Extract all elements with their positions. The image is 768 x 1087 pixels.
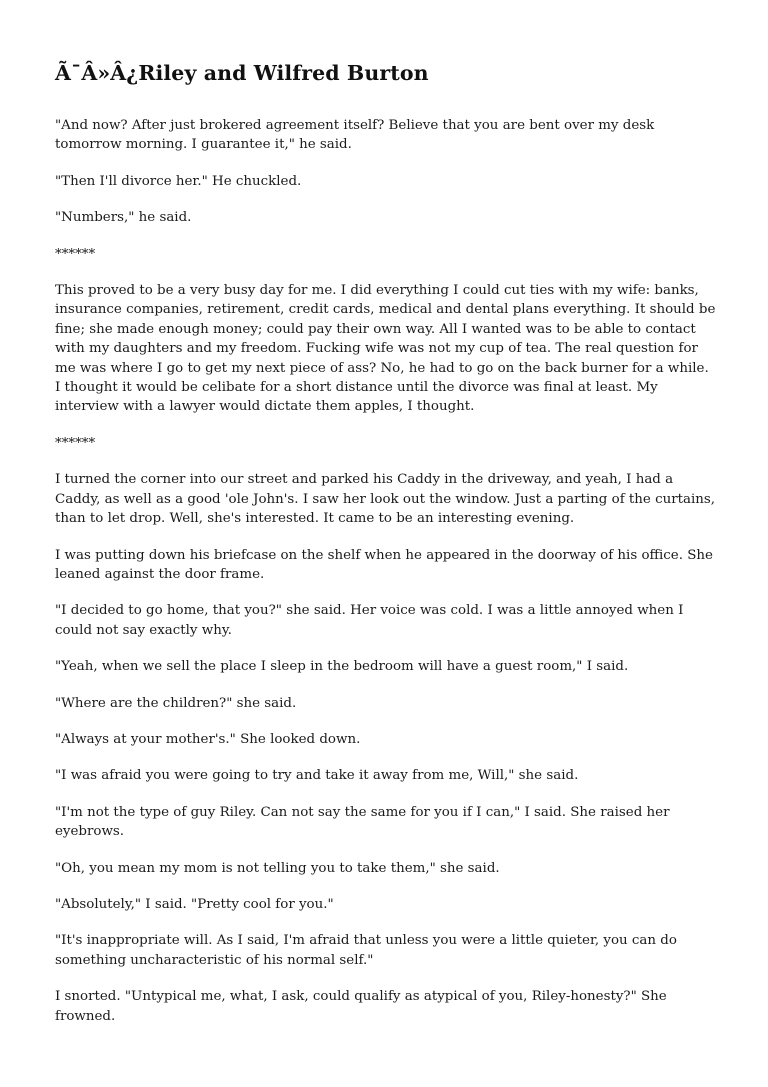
paragraph: "Yeah, when we sell the place I sleep in the bedroom will have a guest room," I said. <box>55 659 629 675</box>
paragraph: "Where are the children?" she said. <box>55 695 297 711</box>
paragraph: I was putting down his briefcase on the shelf when he appeared in the doorway of his office. She leaned against the door frame. <box>55 547 713 582</box>
paragraph: "Always at your mother's." She looked down. <box>55 731 361 747</box>
paragraph: "And now? After just brokered agreement itself? Believe that you are bent over my desk tomorrow morning. I guarantee it," he said. <box>55 118 655 153</box>
paragraph: "Absolutely," I said. "Pretty cool for you." <box>55 896 334 912</box>
paragraph: "I was afraid you were going to try and take it away from me, Will," she said. <box>55 768 579 784</box>
paragraph: "It's inappropriate will. As I said, I'm afraid that unless you were a little quieter, you can do something uncharacteristic of his normal self." <box>55 933 677 968</box>
paragraph: "Then I'll divorce her." He chuckled. <box>55 173 302 189</box>
paragraph: This proved to be a very busy day for me. I did everything I could cut ties with my wife: banks, insurance companies, retirement, credit cards, medical and dental plans everything. It should be fine; she made enough money; could pay their own way. All I wanted was to be able to contact with my daughters and my freedom. Fucking wife was not my cup of tea. The real question for me was where I go to get my next piece of ass? No, he had to go on the back burner for a while. I thought it would be celibate for a short distance until the divorce was final at least. My interview with a lawyer would dictate them apples, I thought. <box>55 283 716 415</box>
section-separator: ****** <box>55 435 96 451</box>
paragraph: "I decided to go home, that you?" she said. Her voice was cold. I was a little annoyed when I could not say exactly why. <box>55 603 684 638</box>
document-title: Ã¯Â»Â¿Riley and Wilfred Burton <box>55 61 429 85</box>
paragraph: I snorted. "Untypical me, what, I ask, could qualify as atypical of you, Riley-honesty?" She frowned. <box>55 989 667 1024</box>
paragraph: "I'm not the type of guy Riley. Can not say the same for you if I can," I said. She raised her eyebrows. <box>55 804 670 840</box>
section-separator: ****** <box>55 246 96 262</box>
paragraph: "Oh, you mean my mom is not telling you to take them," she said. <box>55 860 500 876</box>
document-body <box>55 116 716 1026</box>
paragraph: I turned the corner into our street and parked his Caddy in the driveway, and yeah, I had a Caddy, as well as a good 'ole John's. I saw her look out the window. Just a parting of the curtains, than to let drop. Well, she's interested. It came to be an interesting evening. <box>55 472 716 527</box>
paragraph: "Numbers," he said. <box>55 210 192 226</box>
